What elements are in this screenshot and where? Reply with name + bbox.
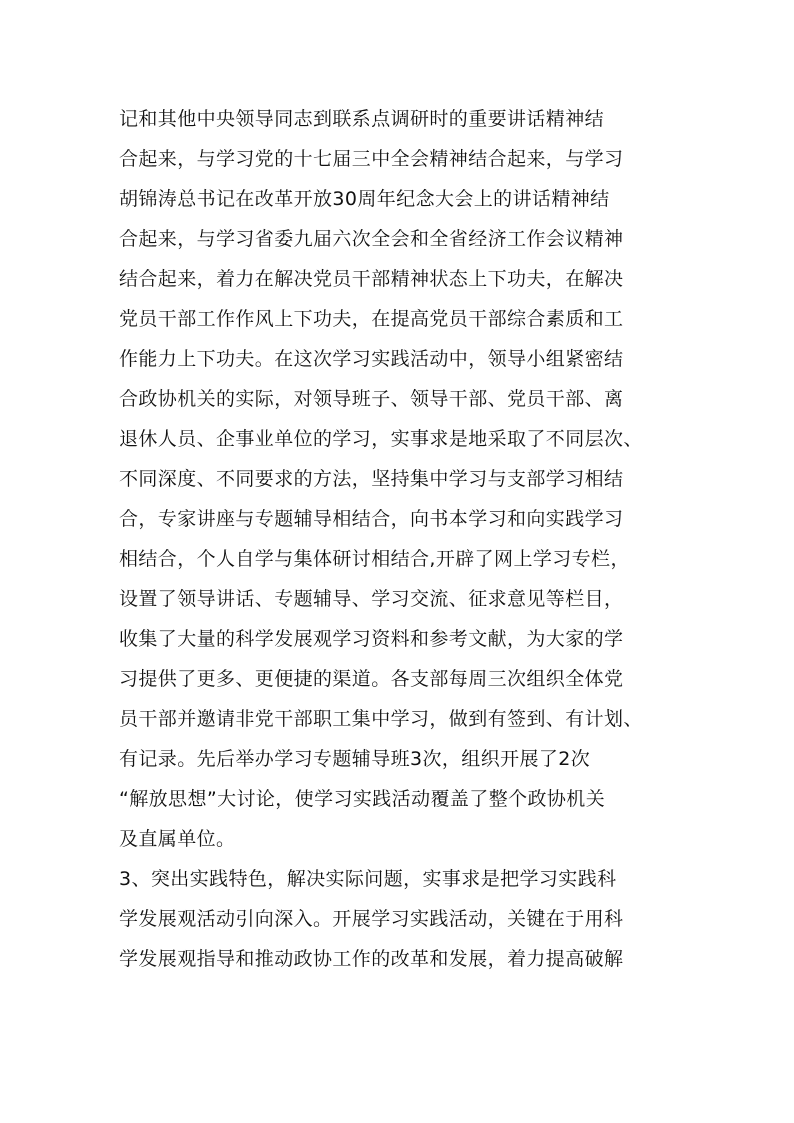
text-line: 收集了大量的科学发展观学习资料和参考文献，为大家的学: [119, 628, 624, 650]
text-line: 记和其他中央领导同志到联系点调研时的重要讲话精神结: [119, 108, 605, 130]
text-line: 员干部并邀请非党干部职工集中学习，做到有签到、有计划、: [119, 708, 643, 730]
text-line: 合起来，与学习省委九届六次全会和全省经济工作会议精神: [119, 228, 624, 250]
text-line: 合政协机关的实际，对领导班子、领导干部、党员干部、离: [119, 388, 624, 410]
text-line: 有记录。先后举办学习专题辅导班3次，组织开展了2次: [119, 748, 591, 770]
text-line: 习提供了更多、更便捷的渠道。各支部每周三次组织全体党: [119, 668, 624, 690]
text-line: 设置了领导讲话、专题辅导、学习交流、征求意见等栏目，: [119, 588, 624, 610]
text-line: 合起来，与学习党的十七届三中全会精神结合起来，与学习: [119, 148, 624, 170]
text-line: 合，专家讲座与专题辅导相结合，向书本学习和向实践学习: [119, 508, 624, 530]
text-line: 不同深度、不同要求的方法，坚持集中学习与支部学习相结: [119, 468, 624, 490]
text-line: 党员干部工作作风上下功夫，在提高党员干部综合素质和工: [119, 308, 624, 330]
text-line: 结合起来，着力在解决党员干部精神状态上下功夫，在解决: [119, 268, 624, 290]
text-line: 作能力上下功夫。在这次学习实践活动中，领导小组紧密结: [119, 348, 624, 370]
text-line: 退休人员、企事业单位的学习，实事求是地采取了不同层次、: [119, 428, 643, 450]
text-line: “解放思想”大讨论，使学习实践活动覆盖了整个政协机关: [119, 788, 606, 810]
text-line: 学发展观活动引向深入。开展学习实践活动，关键在于用科: [119, 908, 624, 930]
text-line: 相结合，个人自学与集体研讨相结合,开辟了网上学习专栏，: [119, 548, 630, 570]
text-line: 学发展观指导和推动政协工作的改革和发展，着力提高破解: [119, 948, 624, 970]
text-line: 胡锦涛总书记在改革开放30周年纪念大会上的讲话精神结: [119, 188, 610, 210]
text-line: 及直属单位。: [119, 828, 236, 850]
text-line: 3、突出实践特色，解决实际问题，实事求是把学习实践科: [119, 868, 617, 890]
